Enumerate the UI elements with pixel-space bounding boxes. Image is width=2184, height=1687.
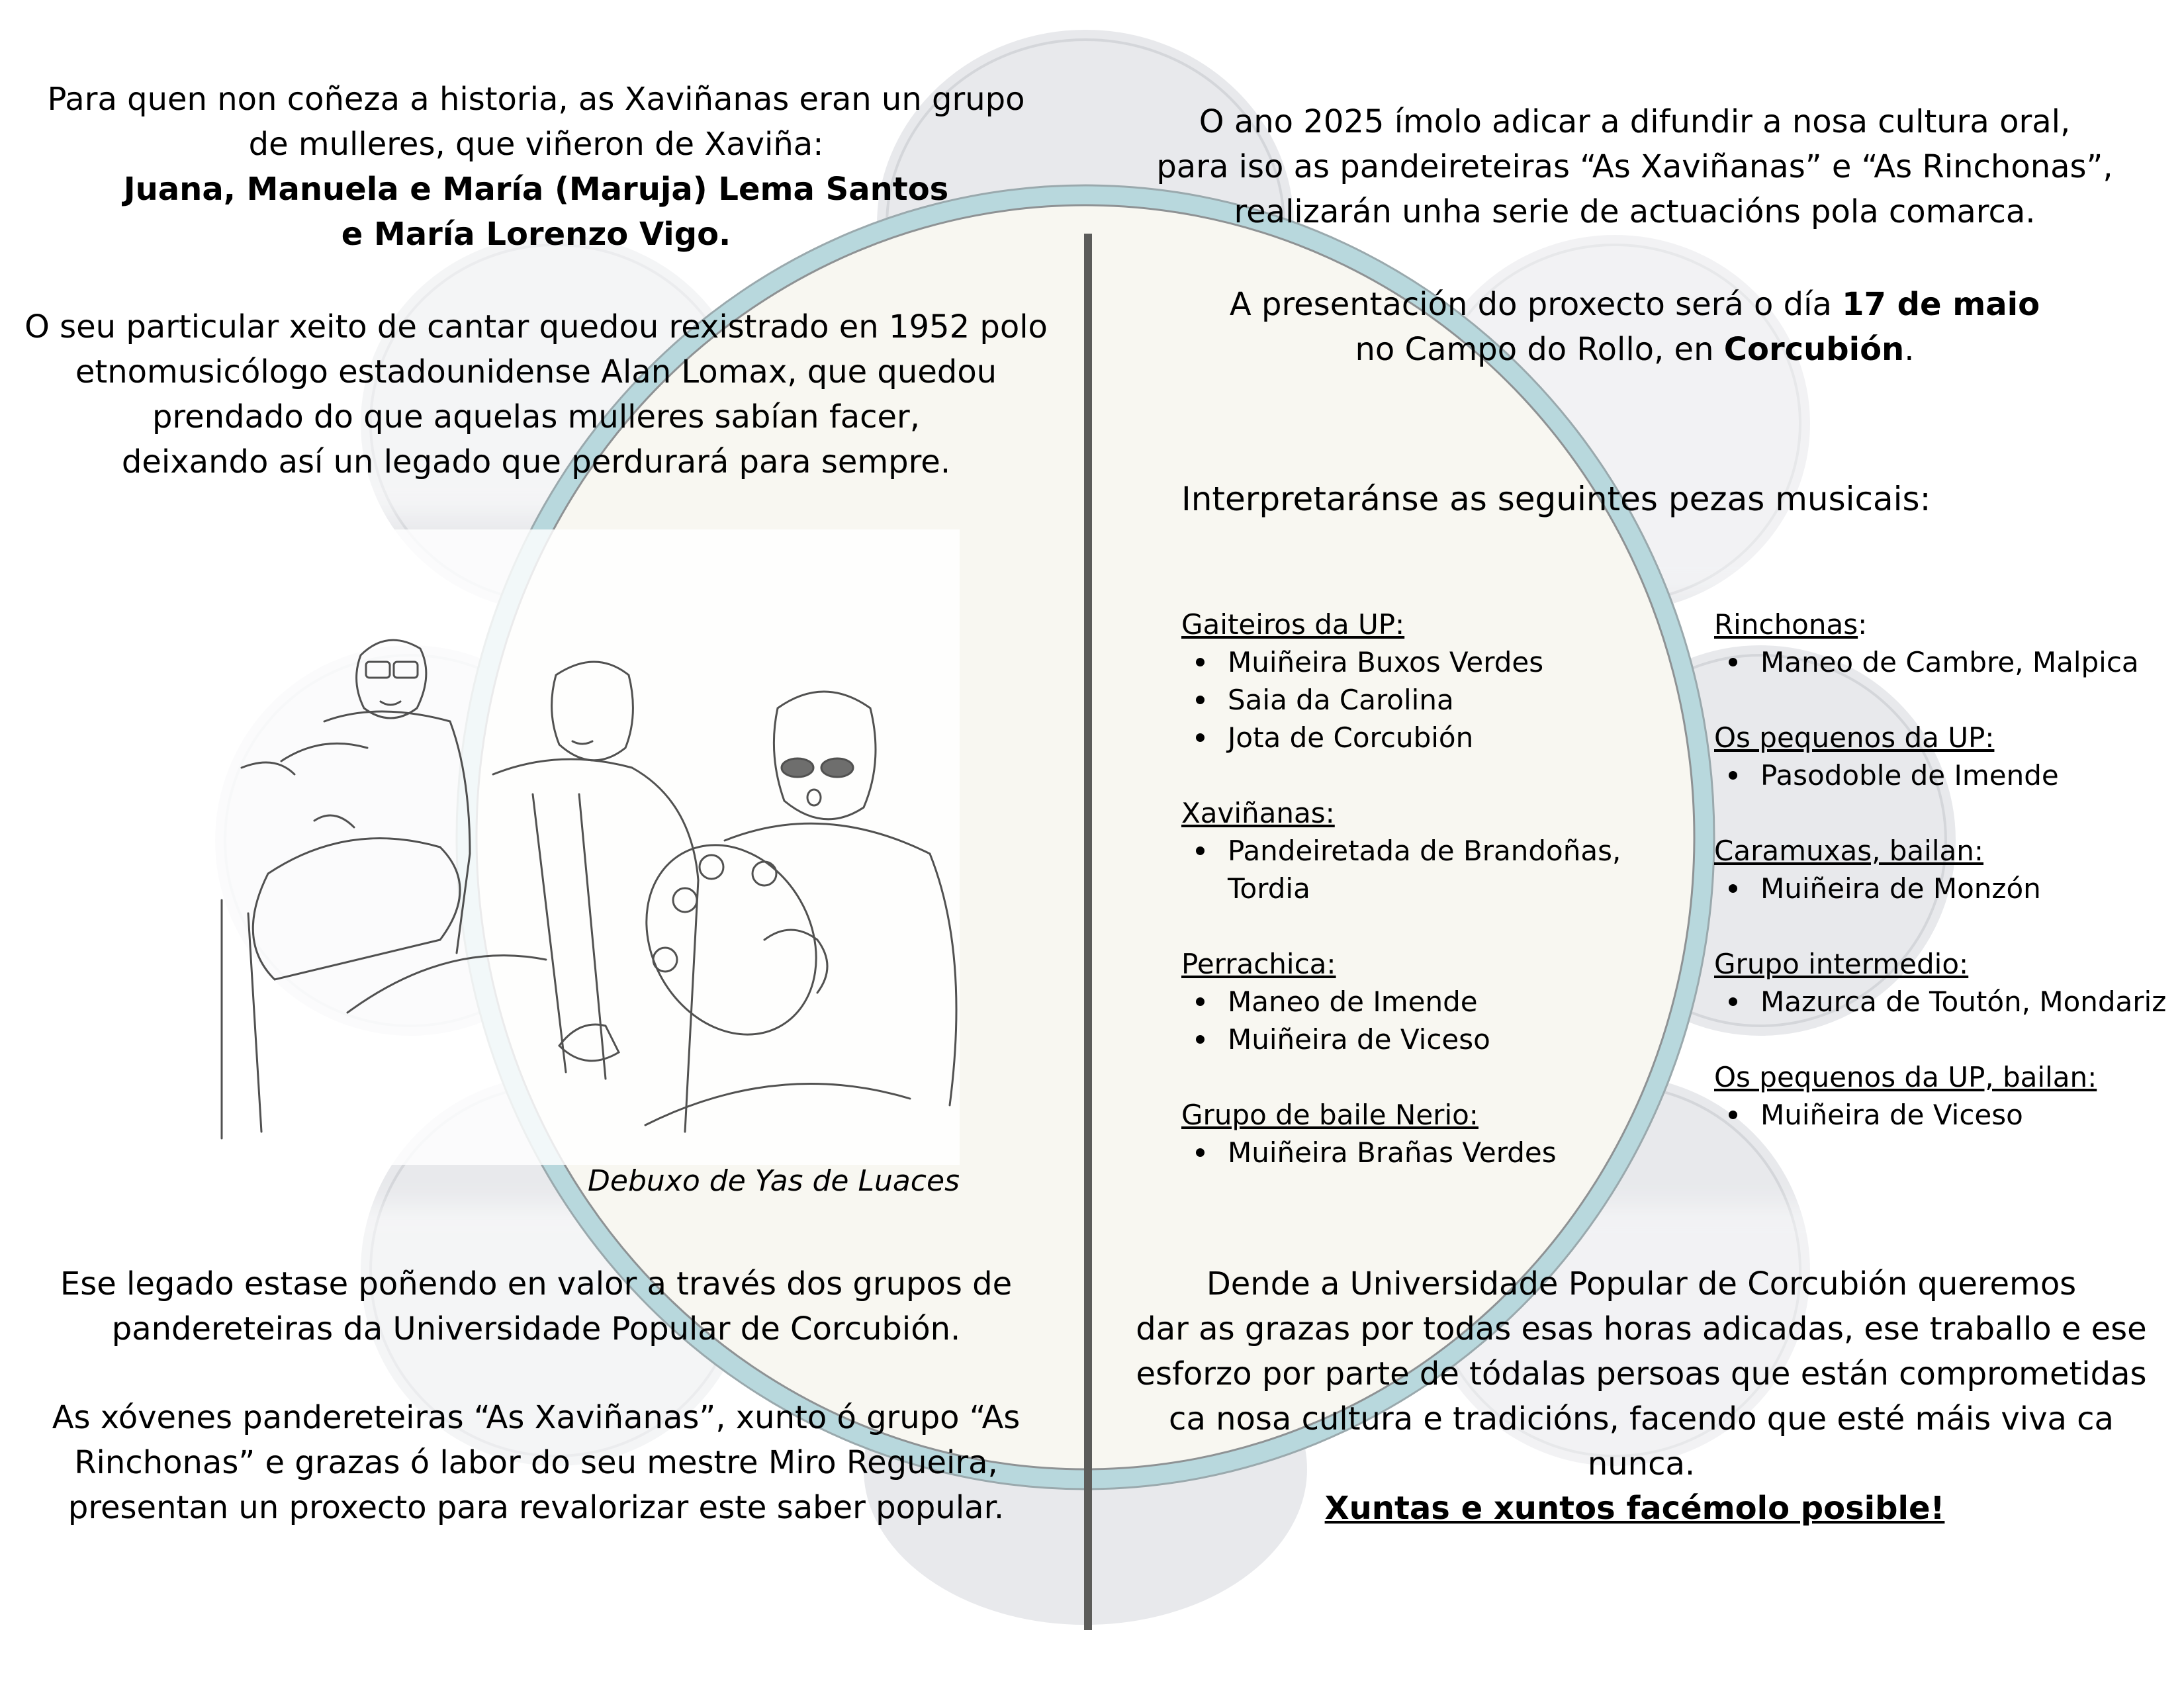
presentation-paragraph bbox=[1125, 282, 2144, 372]
piece-item: Saia da Carolina bbox=[1181, 681, 1698, 719]
names-bold: e María Lorenzo Vigo. bbox=[341, 216, 731, 253]
group-title: Rinchonas bbox=[1714, 608, 1858, 641]
presentation-place: Corcubión bbox=[1723, 331, 1905, 368]
piece-item: Mazurca de Toutón, Mondariz bbox=[1714, 983, 2177, 1021]
group-title: Caramuxas, bailan: bbox=[1714, 835, 1984, 867]
group-title: Os pequenos da UP: bbox=[1714, 721, 1995, 754]
colon: : bbox=[1858, 608, 1868, 641]
project-line: presentan un proxecto para revalorizar este saber popular. bbox=[68, 1489, 1005, 1526]
punctuation: . bbox=[1904, 331, 1915, 368]
closing-paragraph bbox=[1125, 1486, 2144, 1531]
intro-line: Para quen non coñeza a historia, as Xaviñanas eran un grupo bbox=[47, 81, 1025, 118]
project-line: Rinchonas” e grazas ó labor do seu mestre Miro Regueira, bbox=[74, 1444, 998, 1481]
legacy-paragraph bbox=[13, 1261, 1059, 1351]
piece-item: Muiñeira de Monzón bbox=[1714, 870, 2177, 907]
piece-item: Muiñeira Buxos Verdes bbox=[1181, 643, 1698, 681]
names-bold: Juana, Manuela e María (Maruja) Lema Santos bbox=[123, 171, 949, 208]
history-line: O seu particular xeito de cantar quedou rexistrado en 1952 polo bbox=[24, 308, 1048, 345]
group-title: Gaiteiros da UP: bbox=[1181, 608, 1405, 641]
group-title: Perrachica: bbox=[1181, 948, 1336, 980]
piece-item: Pandeiretada de Brandoñas, Tordia bbox=[1181, 832, 1698, 907]
piece-item: Muiñeira Brañas Verdes bbox=[1181, 1134, 1698, 1171]
thanks-paragraph bbox=[1112, 1261, 2171, 1486]
piece-item: Muiñeira de Viceso bbox=[1714, 1096, 2177, 1134]
history-line: prendado do que aquelas mulleres sabían facer, bbox=[152, 398, 921, 435]
column-divider bbox=[1084, 234, 1092, 1630]
pieces-list-left bbox=[1181, 606, 1698, 1209]
closing-slogan: Xuntas e xuntos facémolo posible! bbox=[1324, 1490, 1945, 1527]
piece-item: Muiñeira de Viceso bbox=[1181, 1021, 1698, 1058]
year-line: realizarán unha serie de actuacións pola comarca. bbox=[1234, 193, 2036, 230]
group-intermedio bbox=[1714, 945, 2177, 1021]
group-title: Os pequenos da UP, bailan: bbox=[1714, 1061, 2097, 1093]
history-line: etnomusicólogo estadounidense Alan Lomax, que quedou bbox=[75, 353, 997, 390]
pieces-list-right bbox=[1714, 606, 2177, 1171]
group-rinchonas bbox=[1714, 606, 2177, 681]
group-gaiteiros bbox=[1181, 606, 1698, 756]
thanks-line: esforzo por parte de tódalas persoas que están comprometidas bbox=[1136, 1355, 2147, 1392]
presentation-text: no Campo do Rollo, en bbox=[1355, 331, 1724, 368]
group-xavinanas bbox=[1181, 794, 1698, 907]
legacy-line: Ese legado estase poñendo en valor a través dos grupos de bbox=[60, 1265, 1013, 1302]
piece-item: Jota de Corcubión bbox=[1181, 719, 1698, 756]
pencil-sketch-illustration-icon bbox=[182, 529, 960, 1165]
pieces-intro: Interpretaránse as seguintes pezas musicais: bbox=[1181, 480, 1931, 518]
project-line: As xóvenes pandereteiras “As Xaviñanas”, xunto ó grupo “As bbox=[52, 1399, 1021, 1436]
year-line: para iso as pandeireteiras “As Xaviñanas” e “As Rinchonas”, bbox=[1156, 148, 2113, 185]
group-caramuxas bbox=[1714, 832, 2177, 907]
drawing-caption: Debuxo de Yas de Luaces bbox=[588, 1164, 960, 1198]
group-title: Grupo intermedio: bbox=[1714, 948, 1969, 980]
legacy-line: pandereteiras da Universidade Popular de Corcubión. bbox=[111, 1310, 961, 1347]
thanks-line: dar as grazas por todas esas horas adicadas, ese traballo e ese bbox=[1136, 1310, 2147, 1347]
group-nerio bbox=[1181, 1096, 1698, 1171]
history-line: deixando así un legado que perdurará para sempre. bbox=[121, 443, 951, 480]
piece-item: Pasodoble de Imende bbox=[1714, 756, 2177, 794]
thanks-line: ca nosa cultura e tradicións, facendo que esté máis viva ca nunca. bbox=[1169, 1400, 2114, 1482]
piece-item: Maneo de Cambre, Malpica bbox=[1714, 643, 2177, 681]
year-line: O ano 2025 ímolo adicar a difundir a nosa cultura oral, bbox=[1199, 103, 2071, 140]
group-perrachica bbox=[1181, 945, 1698, 1058]
intro-paragraph bbox=[26, 77, 1046, 257]
group-title: Grupo de baile Nerio: bbox=[1181, 1099, 1479, 1131]
intro-line: de mulleres, que viñeron de Xaviña: bbox=[248, 126, 824, 163]
history-paragraph bbox=[13, 304, 1059, 484]
sketch-image bbox=[182, 529, 960, 1165]
presentation-text: A presentación do proxecto será o día bbox=[1229, 286, 1843, 323]
group-pequenos-bailan bbox=[1714, 1058, 2177, 1134]
group-pequenos bbox=[1714, 719, 2177, 794]
piece-item: Maneo de Imende bbox=[1181, 983, 1698, 1021]
presentation-date: 17 de maio bbox=[1842, 286, 2040, 323]
year-paragraph bbox=[1125, 99, 2144, 234]
project-paragraph bbox=[13, 1395, 1059, 1530]
thanks-line: Dende a Universidade Popular de Corcubión queremos bbox=[1206, 1265, 2077, 1302]
group-title: Xaviñanas: bbox=[1181, 797, 1335, 829]
